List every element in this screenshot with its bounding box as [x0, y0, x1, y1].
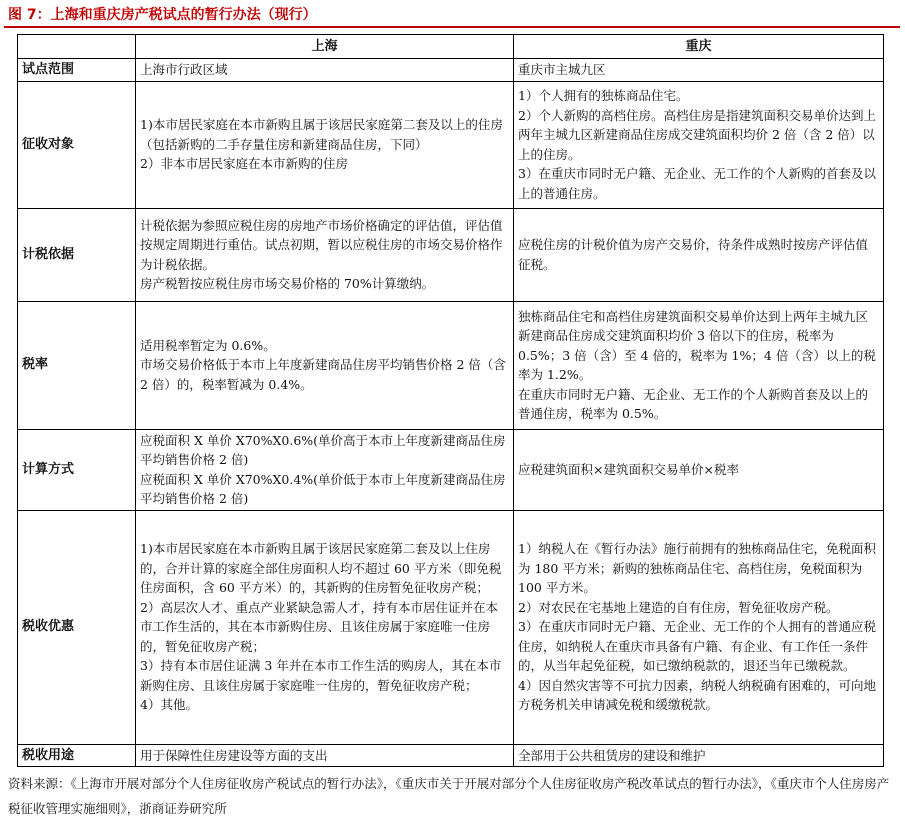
cell-chongqing: [514, 429, 884, 510]
cell-paragraph: 1）个人拥有的独栋商品住宅。: [518, 88, 689, 103]
cell-paragraph: 市场交易价格低于本市上年度新建商品住房平均销售价格 2 倍（含 2 倍）的，税率暂减为 0.4%。: [140, 357, 506, 392]
table-row: [18, 59, 884, 82]
cell-chongqing: [514, 744, 884, 767]
cell-paragraph: 独栋商品住宅和高档住房建筑面积交易单价达到上两年主城九区新建商品住房成交建筑面积均价 3 倍以下的住房，税率为 0.5%；3 倍（含）至 4 倍的，税率为 1%；4 倍（含）以上的税率为 1.2%。: [518, 308, 876, 382]
cell-paragraph: 2）对农民在宅基地上建造的自有住房，暂免征收房产税。: [518, 599, 839, 615]
cell-paragraph: 4）因自然灾害等不可抗力因素，纳税人纳税确有困难的，可向地方税务机关申请减免税和缓缴税款。: [518, 677, 876, 713]
cell-chongqing: [514, 510, 884, 744]
table-row: [18, 301, 884, 429]
row-label: 税收优惠: [18, 510, 136, 744]
cell-shanghai: [136, 81, 514, 208]
header-blank: [18, 35, 136, 59]
cell-paragraph: 2）个人新购的高档住房。高档住房是指建筑面积交易单价达到上两年主城九区新建商品住房成交建筑面积均价 2 倍（含 2 倍）以上的住房。: [518, 107, 876, 162]
cell-paragraph: 3）在重庆市同时无户籍、无企业、无工作的个人拥有的普通应税住房，如纳税人在重庆市具备有户籍、有企业、有工作任一条件的，从当年起免征税，如已缴纳税款的，退还当年已缴税款。: [518, 619, 876, 674]
cell-shanghai: [136, 510, 514, 744]
cell-paragraph: 2）高层次人才、重点产业紧缺急需人才，持有本市居住证并在本市工作生活的，其在本市新购住房、且该住房属于家庭唯一住房的，暂免征收房产税；: [140, 599, 498, 654]
row-label: 试点范围: [18, 59, 136, 82]
row-label: 计税依据: [18, 208, 136, 301]
cell-chongqing: [514, 59, 884, 82]
cell-paragraph: 应税面积 X 单价 X70%X0.4%(单价低于本市上年度新建商品住房平均销售价格 2 倍): [140, 471, 506, 506]
cell-paragraph: 适用税率暂定为 0.6%。: [140, 337, 276, 353]
header-shanghai: 上海: [136, 35, 514, 59]
source-note: 资料来源：《上海市开展对部分个人住房征收房产税试点的暂行办法》，《重庆市关于开展对部分个人住房征收房产税改革试点的暂行办法》，《重庆市个人住房房产税征收管理实施细则》，浙商证券研究所: [8, 776, 890, 816]
row-label: 税收用途: [18, 744, 136, 767]
cell-paragraph: 计税依据为参照应税住房的房地产市场价格确定的评估值，评估值按规定周期进行重估。试点初期，暂以应税住房的市场交易价格作为计税依据。: [140, 217, 503, 272]
cell-paragraph: 用于保障性住房建设等方面的支出: [140, 747, 328, 763]
cell-chongqing: [514, 301, 884, 429]
cell-shanghai: [136, 208, 514, 301]
cell-paragraph: 2）非本市居民家庭在本市新购的住房: [140, 156, 348, 172]
cell-paragraph: 全部用于公共租赁房的建设和维护: [518, 747, 706, 763]
cell-paragraph: 应税面积 X 单价 X70%X0.6%(单价高于本市上年度新建商品住房平均销售价格 2 倍): [140, 432, 506, 467]
cell-paragraph: 应税住房的计税价值为房产交易价，待条件成熟时按房产评估值征税。: [518, 237, 869, 272]
table-row: [18, 81, 884, 208]
title-rule: [4, 26, 900, 28]
cell-paragraph: 在重庆市同时无户籍、无企业、无工作的个人新购首套及以上的普通住房，税率为 0.5%。: [518, 386, 869, 421]
row-label: 征收对象: [18, 81, 136, 208]
cell-paragraph: 4）其他。: [140, 697, 198, 713]
cell-shanghai: [136, 59, 514, 82]
figure-title: 图 7：上海和重庆房产税试点的暂行办法（现行）: [8, 7, 317, 23]
cell-paragraph: 房产税暂按应税住房市场交易价格的 70%计算缴纳。: [140, 276, 435, 291]
cell-shanghai: [136, 301, 514, 429]
table-row: [18, 744, 884, 767]
cell-paragraph: 3）在重庆市同时无户籍、无企业、无工作的个人新购的首套及以上的普通住房。: [518, 166, 876, 201]
row-label: 税率: [18, 301, 136, 429]
cell-paragraph: 重庆市主城九区: [518, 62, 606, 77]
row-label: 计算方式: [18, 429, 136, 510]
cell-paragraph: 1）纳税人在《暂行办法》施行前拥有的独栋商品住宅，免税面积为 180 平方米；新购的独栋商品住宅、高档住房，免税面积为 100 平方米。: [518, 541, 876, 596]
header-chongqing: 重庆: [514, 35, 884, 59]
cell-paragraph: 1)本市居民家庭在本市新购且属于该居民家庭第二套及以上住房的，合并计算的家庭全部住房面积人均不超过 60 平方米（即免税住房面积，含 60 平方米）的，其新购的住房暂免征收房产税；: [140, 541, 502, 596]
table-row: [18, 510, 884, 744]
cell-shanghai: [136, 429, 514, 510]
cell-paragraph: 1)本市居民家庭在本市新购且属于该居民家庭第二套及以上的住房（包括新购的二手存量住房和新建商品住房，下同）: [140, 117, 503, 152]
comparison-table: [17, 34, 884, 767]
table-row: [18, 429, 884, 510]
cell-chongqing: [514, 208, 884, 301]
cell-paragraph: 上海市行政区域: [140, 62, 228, 77]
table-row: [18, 208, 884, 301]
cell-shanghai: [136, 744, 514, 767]
cell-chongqing: [514, 81, 884, 208]
cell-paragraph: 应税建筑面积×建筑面积交易单价×税率: [518, 461, 739, 477]
cell-paragraph: 3）持有本市居住证满 3 年并在本市工作生活的购房人，其在本市新购住房、且该住房属于家庭唯一住房的，暂免征收房产税；: [140, 658, 502, 693]
header-row: [18, 35, 884, 59]
